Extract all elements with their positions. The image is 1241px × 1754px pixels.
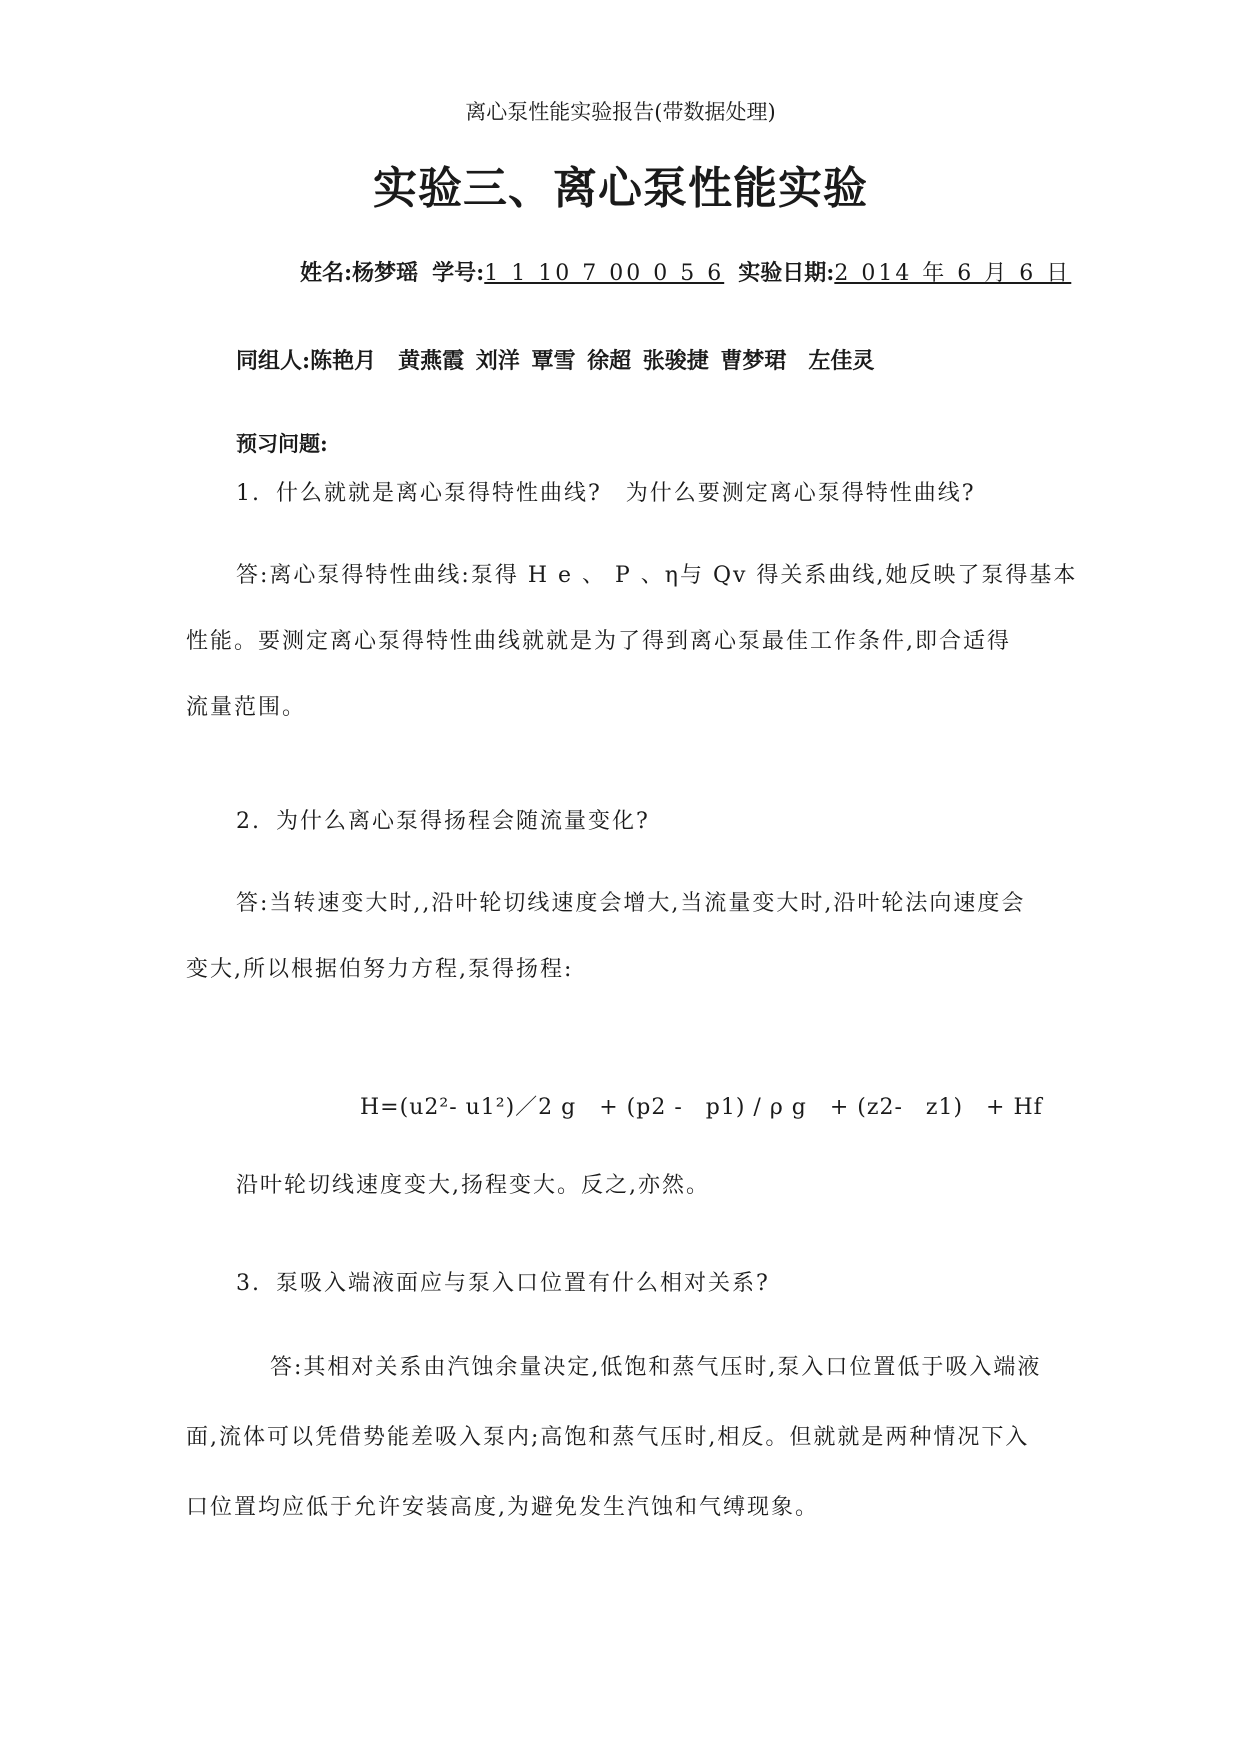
student-name: 杨梦瑶 [352, 260, 419, 286]
answer-1-line-3: 流量范围。 [186, 695, 307, 720]
answer-2-line-1: 答:当转速变大时,,沿叶轮切线速度会增大,当流量变大时,沿叶轮法向速度会 [236, 891, 1026, 916]
answer-3-line-3: 口位置均应低于允许安装高度,为避免发生汽蚀和气缚现象。 [186, 1495, 819, 1520]
question-text: 什么就就是离心泵得特性曲线? 为什么要测定离心泵得特性曲线? [276, 481, 976, 506]
answer-3-line-2: 面,流体可以凭借势能差吸入泵内;高饱和蒸气压时,相反。但就就是两种情况下入 [186, 1425, 1030, 1450]
answer-3-line-1: 答:其相对关系由汽蚀余量决定,低饱和蒸气压时,泵入口位置低于吸入端液 [270, 1355, 1042, 1380]
answer-2-line-2: 变大,所以根据伯努力方程,泵得扬程: [186, 957, 574, 982]
question-1 [236, 476, 976, 507]
answer-2-line-3: 沿叶轮切线速度变大,扬程变大。反之,亦然。 [236, 1173, 710, 1198]
head-formula: H=(u2²- u1²)／2 g + (p2 - p1) / ρ g + (z2- z1) + Hf [360, 1095, 1043, 1120]
group-members: 陈艳月 黄燕霞 刘洋 覃雪 徐超 张骏捷 曹梦珺 左佳灵 [310, 348, 875, 374]
id-label: 学号: [432, 260, 485, 286]
page-title: 实验三、离心泵性能实验 [373, 163, 868, 214]
question-number: 2. [236, 809, 261, 834]
question-text: 为什么离心泵得扬程会随流量变化? [276, 809, 650, 834]
running-head: 离心泵性能实验报告(带数据处理) [465, 100, 776, 124]
answer-1-line-1: 答:离心泵得特性曲线:泵得 H e 、 P 、η与 Qv 得关系曲线,她反映了泵得基本 [236, 563, 1078, 588]
group-label: 同组人: [236, 348, 311, 374]
question-3 [236, 1266, 770, 1297]
date-label: 实验日期: [738, 260, 835, 286]
question-2 [236, 804, 650, 835]
answer-1-line-2: 性能。要测定离心泵得特性曲线就就是为了得到离心泵最佳工作条件,即合适得 [186, 629, 1011, 654]
student-info-line [300, 256, 1071, 287]
student-id: 1 1 10 7 00 0 5 6 [484, 261, 725, 286]
question-number: 3. [236, 1271, 261, 1296]
name-label: 姓名: [300, 260, 353, 286]
question-number: 1. [236, 481, 261, 506]
experiment-date: 2 014 年 6 月 6 日 [834, 261, 1072, 286]
question-text: 泵吸入端液面应与泵入口位置有什么相对关系? [276, 1271, 770, 1296]
group-members-line [236, 344, 874, 375]
prep-heading: 预习问题: [236, 431, 328, 456]
